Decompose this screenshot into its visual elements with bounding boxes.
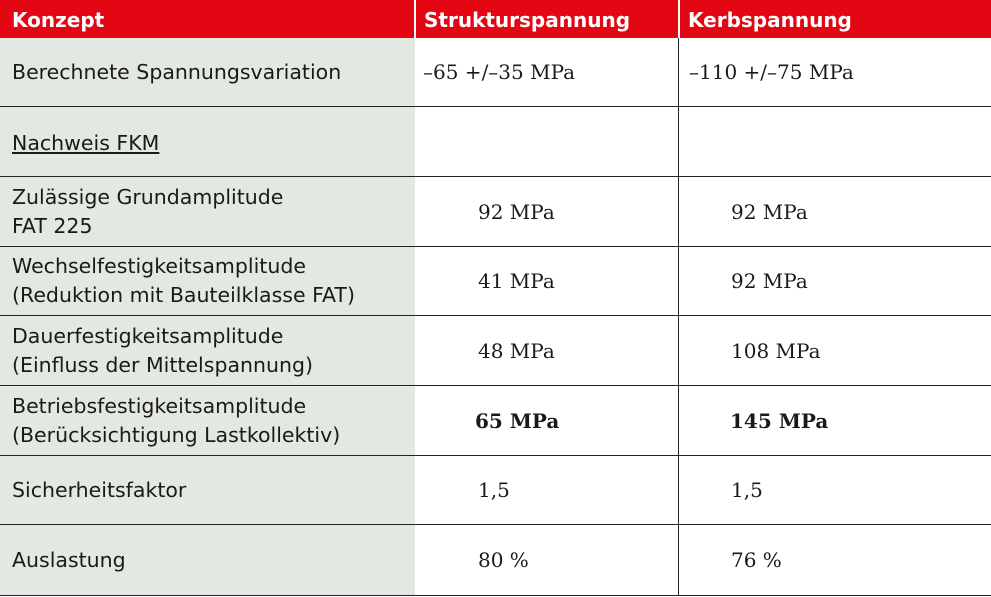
table-row: [0, 525, 991, 596]
table-row: [0, 316, 991, 386]
label-cell: [0, 316, 415, 385]
kerb-value: 92 MPa: [731, 269, 808, 293]
table-row: [0, 456, 991, 525]
row-label: [12, 392, 340, 450]
kerb-cell: [679, 247, 991, 315]
row-label: [12, 252, 355, 310]
kerb-value: 76 %: [731, 548, 782, 572]
kerb-cell: [679, 177, 991, 246]
struktur-cell: [415, 247, 679, 315]
kerb-cell: [679, 386, 991, 455]
row-label-line: Dauerfestigkeitsamplitude: [12, 324, 284, 348]
table-row: [0, 247, 991, 316]
struktur-value: –65 +/–35 MPa: [423, 60, 576, 84]
kerb-cell: [679, 38, 991, 106]
label-cell: [0, 107, 415, 176]
row-label-line: FAT 225: [12, 214, 93, 238]
row-label: [12, 546, 126, 575]
label-cell: [0, 38, 415, 106]
table-row: [0, 177, 991, 247]
struktur-value: 92 MPa: [478, 200, 555, 224]
struktur-cell: [415, 177, 679, 246]
struktur-value: 1,5: [478, 478, 510, 502]
table-row: [0, 38, 991, 107]
kerb-value: 92 MPa: [731, 200, 808, 224]
kerb-value: –110 +/–75 MPa: [689, 60, 854, 84]
label-cell: [0, 456, 415, 524]
struktur-cell: [415, 38, 679, 106]
row-label-line: Betriebsfestigkeitsamplitude: [12, 394, 307, 418]
row-label: [12, 183, 283, 241]
struktur-value: 41 MPa: [478, 269, 555, 293]
section-label: [12, 129, 159, 158]
label-cell: [0, 247, 415, 315]
row-label: [12, 58, 341, 87]
kerb-cell: [679, 107, 991, 176]
struktur-cell: [415, 456, 679, 524]
label-cell: [0, 525, 415, 595]
label-cell: [0, 177, 415, 246]
kerb-cell: [679, 316, 991, 385]
struktur-value: 80 %: [478, 548, 529, 572]
table-header: [0, 0, 991, 39]
struktur-cell: [415, 386, 679, 455]
label-cell: [0, 386, 415, 455]
struktur-cell: [415, 107, 679, 176]
row-label-line: Wechselfestigkeitsamplitude: [12, 254, 306, 278]
kerb-cell: [679, 456, 991, 524]
kerb-value: 145 MPa: [730, 409, 829, 433]
kerb-value: 1,5: [731, 478, 763, 502]
kerb-cell: [679, 525, 991, 595]
row-label-line: Sicherheitsfaktor: [12, 478, 187, 502]
row-label-line: (Reduktion mit Bauteilklasse FAT): [12, 283, 355, 307]
header-concept: Konzept: [12, 8, 105, 32]
header-strukturspannung: Strukturspannung: [424, 8, 631, 32]
row-label-line: Zulässige Grundamplitude: [12, 185, 284, 209]
row-label-line: Nachweis FKM: [12, 131, 160, 155]
struktur-value: 65 MPa: [475, 409, 560, 433]
table-row: [0, 386, 991, 456]
header-divider: [414, 0, 416, 38]
row-label-line: (Berücksichtigung Lastkollektiv): [12, 423, 341, 447]
row-label: [12, 476, 186, 505]
row-label-line: Berechnete Spannungsvariation: [12, 60, 342, 84]
kerb-value: 108 MPa: [731, 339, 821, 363]
struktur-value: 48 MPa: [478, 339, 555, 363]
struktur-cell: [415, 316, 679, 385]
row-label-line: Auslastung: [12, 548, 126, 572]
struktur-cell: [415, 525, 679, 595]
table-row: [0, 107, 991, 177]
row-label: [12, 322, 313, 380]
header-kerbspannung: Kerbspannung: [688, 8, 852, 32]
header-divider: [678, 0, 680, 38]
row-label-line: (Einfluss der Mittelspannung): [12, 353, 313, 377]
